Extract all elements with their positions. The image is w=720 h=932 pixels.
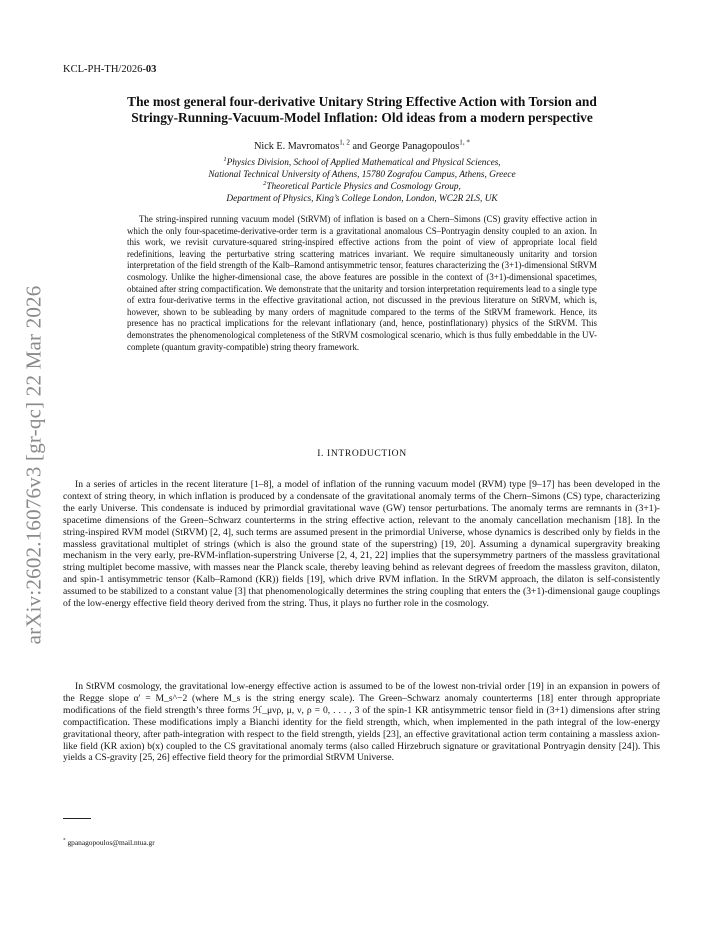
footnote-divider (63, 818, 91, 819)
footnote-email: gpanagopoulos@mail.ntua.gr (67, 838, 155, 847)
affiliation-1-mark: 1 (223, 155, 227, 163)
section-heading-introduction: I. INTRODUCTION (317, 448, 407, 459)
affiliation-2-mark: 2 (263, 179, 267, 187)
author-1-marks: 1, 2 (339, 138, 350, 147)
author-conjunction: and (349, 141, 370, 152)
footnote (63, 838, 155, 847)
footnote-mark: * (63, 837, 66, 844)
author-2: George Panagopoulos (369, 141, 460, 152)
author-2-marks: 1, * (459, 138, 470, 147)
title-line-2: Stringy-Running-Vacuum-Model Inflation: Old ideas from a modern perspective (131, 110, 593, 125)
title-line-1: The most general four-derivative Unitary String Effective Action with Torsion and (127, 94, 597, 109)
affiliation-1-line-2: National Technical University of Athens, 15780 Zografou Campus, Athens, Greece (208, 170, 516, 180)
author-1: Nick E. Mavromatos (254, 141, 340, 152)
arxiv-stamp-text: arXiv:2602.16076v3 [gr-qc] 22 Mar 2026 (21, 285, 46, 645)
author-list (62, 138, 662, 152)
affiliation-2-line-2: Department of Physics, King’s College London, London, WC2R 2LS, UK (226, 194, 498, 204)
affiliation-1-text-1: Physics Division, School of Applied Mathematical and Physical Sciences, (226, 158, 501, 168)
report-number-prefix: KCL-PH-TH/2026- (63, 64, 146, 75)
report-number-suffix: 03 (145, 64, 157, 75)
affiliation-2-line-1 (62, 181, 662, 193)
abstract: The string-inspired running vacuum model (StRVM) of inflation is based on a Chern–Simons (CS) gravity effective action in which the only four-spacetime-derivative-order term is a gravitational anomalous CS–Pontryagin density coupled to an axion. In this work, we revisit curvature-squared string-inspired effective actions from the point of view of appropriate local field redefinitions, leaving the perturbative string scattering matrices invariant. We require simultaneously unitarity and torsion interpretation of the field strength of the Kalb–Ramond antisymmetric tensor, features characterizing the (3+1)-dimensional StRVM cosmology. Unlike the higher-dimensional case, the above features are possible in the context of (3+1)-dimensional spacetimes, obtained after string compactification. We demonstrate that the unitarity and torsion interpretation requirements lead to a single type of extra four-derivative terms in the effective gravitational action, not discussed in the previous literature on StRVM, which is, however, shown to be subleading by many orders of magnitude compared to the terms of the StRVM framework. Hence, its presence has no practical implications for the relevant inflationary (and, hence, postinflationary) physics of the StRVM. This demonstrates the phenomenological completeness of the StRVM cosmological scenario, which is thus fully embeddable in the UV-complete (quantum gravity-compatible) string theory framework. (127, 214, 597, 352)
affiliation-2-text-1: Theoretical Particle Physics and Cosmology Group, (266, 182, 461, 192)
intro-paragraph-2: In StRVM cosmology, the gravitational low-energy effective action is assumed to be of the lowest non-trivial order [19] in an expansion in powers of the Regge slope α′ = M_s^−2 (where M_s is the string energy scale). The Green–Schwarz anomaly counterterms [18] enter through appropriate modifications of the field strength’s three forms ℋ_μνρ, μ, ν, ρ = 0, . . . , 3 of the spin-1 KR antisymmetric tensor field in (3+1) dimensions after string compactification. These modifications imply a Bianchi identity for the field strength, which, when implemented in the path integral of the low-energy gravitational theory, after path-integration with respect to the field strength, yields [23], an effective gravitational action term containing a massless axion-like field (KR axion) b(x) coupled to the CS gravitational anomaly terms (also called Hirzebruch signature or gravitational Pontryagin density [24]). This yields a CS-gravity [25, 26] effective field theory for the primordial StRVM Universe. (63, 681, 660, 764)
affiliations (62, 157, 662, 205)
intro-paragraph-1: In a series of articles in the recent literature [1–8], a model of inflation of the running vacuum model (RVM) type [9–17] has been developed in the context of string theory, in which inflation is produced by a condensate of the gravitational anomaly terms of the Chern–Simons (CS) type, characterizing the early Universe. This condensate is induced by primordial gravitational wave (GW) tensor perturbations. The anomaly terms are remnants in (3+1)-spacetime dimensions of the Green–Schwarz counterterms in the string effective action, relevant to the anomaly cancellation mechanism [18]. In the string-inspired RVM model (StRVM) [2, 4], such terms are assumed present in the primordial Universe, whose dynamics is described only by fields in the massless gravitational multiplet of strings (which is also the ground state of the superstring) [19, 20]. Assuming a dynamical supergravity breaking mechanism in the very early, pre-RVM-inflation-superstring Universe [2, 4, 21, 22] implies that the supersymmetry partners of the massless gravitational string multiplet become massive, with masses near the Planck scale, thereby leaving behind as relevant degrees of freedom the massless graviton, dilaton, and spin-1 antisymmetric tensor (Kalb–Ramond (KR)) fields [19], which drive RVM inflation. In the StRVM approach, the dilaton is self-consistently assumed to be stabilized to a constant value [3] that phenomenologically determines the string coupling that enters the (3+1)-dimensional gauge couplings of the low-energy effective field theory derived from the string. Thus, it plays no further role in the cosmology. (63, 479, 660, 610)
arxiv-stamp (18, 255, 50, 675)
report-number (63, 64, 156, 75)
affiliation-1-line-1 (62, 157, 662, 169)
paper-title (62, 94, 662, 126)
